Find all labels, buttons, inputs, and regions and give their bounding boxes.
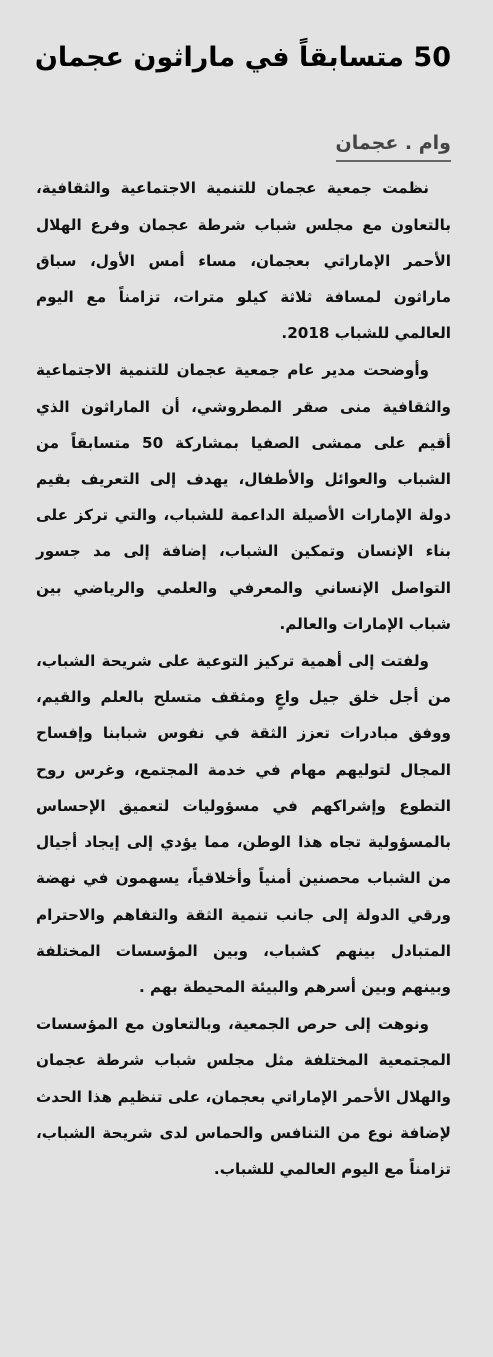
article-paragraph-3: ولفتت إلى أهمية تركيز التوعية على شريحة الشباب، من أجل خلق جيل واعٍ ومثقف متسلح بالعلم والقيم، ووفق مبادرات تعزز الثقة في نفوس شبابنا وإفساح المجال لتوليهم مهام في خدمة المجتمع، وغرس روح التطوع وإشراكهم في مسؤوليات لتعميق الإحساس بالمسؤولية تجاه هذا الوطن، مما يؤدي إلى إيجاد أجيال من الشباب محصنين أمنياً وأخلاقياً، يسهمون في نهضة ورقي الدولة إلى جانب تنمية الثقة والتفاهم والاحترام المتبادل بينهم كشباب، وبين المؤسسات المختلفة وبينهم وبين أسرهم والبيئة المحيطة بهم .: [36, 652, 451, 996]
article-paragraph-1: نظمت جمعية عجمان للتنمية الاجتماعية والثقافية، بالتعاون مع مجلس شباب شرطة عجمان وفرع الهلال الأحمر الإماراتي بعجمان، مساء أمس الأول، سباق ماراثون لمسافة ثلاثة كيلو مترات، تزامناً مع اليوم العالمي للشباب 2018.: [36, 179, 451, 343]
article-paragraph-4: ونوهت إلى حرص الجمعية، وبالتعاون مع المؤسسات المجتمعية المختلفة مثل مجلس شباب شرطة عجمان والهلال الأحمر الإماراتي بعجمان، على تنظيم هذا الحدث لإضافة نوع من التنافس والحماس لدى شريحة الشباب، تزامناً مع اليوم العالمي للشباب.: [36, 1015, 451, 1178]
article-paragraph-2: وأوضحت مدير عام جمعية عجمان للتنمية الاجتماعية والثقافية منى صقر المطروشي، أن الماراثون الذي أقيم على ممشى الصفيا بمشاركة 50 متسابقاً من الشباب والعوائل والأطفال، يهدف إلى التعريف بقيم دولة الإمارات الأصيلة الداعمة للشباب، والتي تركز على بناء الإنسان وتمكين الشباب، إضافة إلى مد جسور التواصل الإنساني والمعرفي والعلمي والرياضي بين شباب الإمارات والعالم.: [36, 361, 452, 633]
article-body: [30, 170, 465, 1187]
article-byline: وام . عجمان: [336, 132, 451, 162]
article-headline: 50 متسابقاً في ماراثون عجمان: [34, 42, 451, 73]
byline-container: [30, 132, 465, 162]
